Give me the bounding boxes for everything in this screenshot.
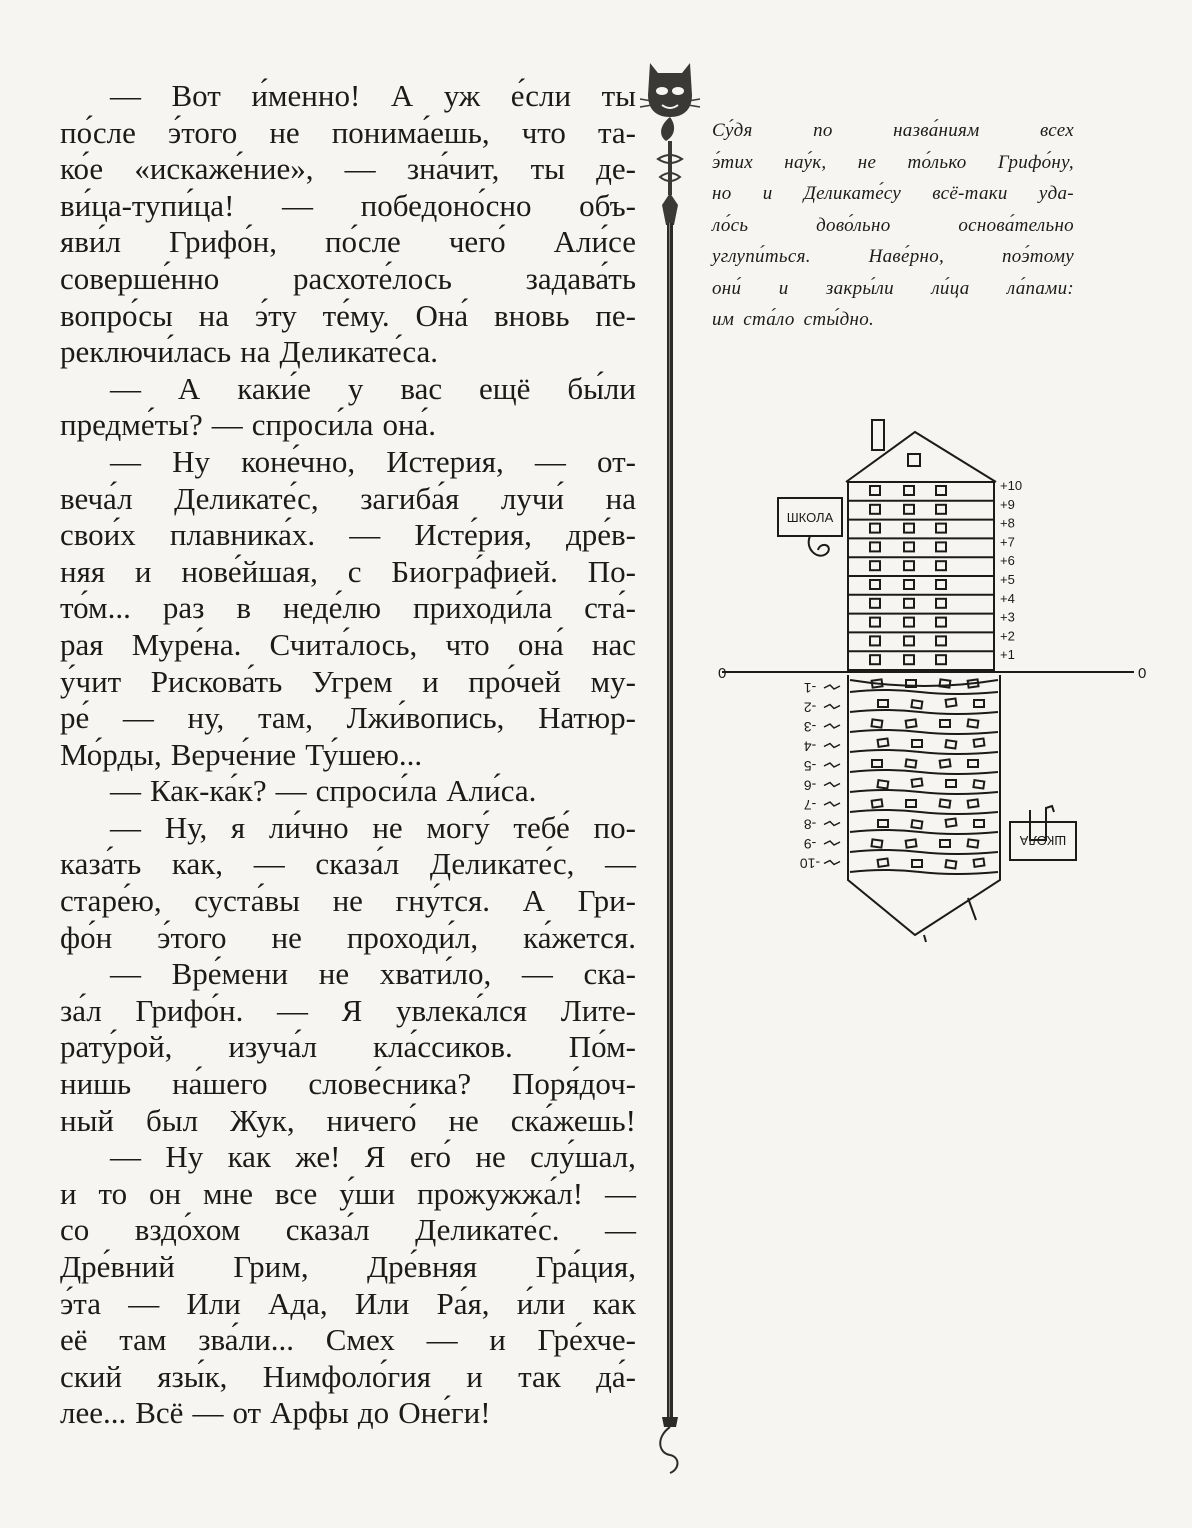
window xyxy=(872,799,883,807)
window xyxy=(906,719,917,727)
text-line: реключи́лась на Деликате́са. xyxy=(60,334,439,370)
window xyxy=(967,719,978,727)
window xyxy=(974,700,984,707)
floor-label: +1 xyxy=(1000,647,1015,663)
window xyxy=(870,580,880,589)
text-line: — Вот и́менно! А уж е́сли ты xyxy=(110,78,636,113)
window xyxy=(905,759,916,767)
window xyxy=(904,618,914,627)
ornamental-divider xyxy=(636,55,704,1485)
text-line: — А каки́е у вас ещё бы́ли xyxy=(110,370,636,406)
text-line: вопро́сы на э́ту те́му. Она́ вновь пе- xyxy=(60,297,636,333)
zero-left-label: 0 xyxy=(718,665,727,682)
window xyxy=(939,679,950,687)
window xyxy=(911,820,922,828)
window xyxy=(939,799,950,807)
window xyxy=(870,486,880,495)
text-line: Мо́рды, Верче́ние Ту́шею... xyxy=(60,736,423,772)
floor-label: +8 xyxy=(1000,515,1015,531)
window xyxy=(936,524,946,533)
caption-line: э́тих нау́к, не то́лько Грифо́ну, xyxy=(712,151,1074,173)
ornament-curl xyxy=(660,1427,677,1473)
window xyxy=(906,800,916,807)
ornament-tassel xyxy=(662,193,678,225)
window xyxy=(945,860,956,868)
text-line: — Как-ка́к? — спроси́ла Али́са. xyxy=(110,773,537,809)
window xyxy=(936,580,946,589)
floor-label: -6 xyxy=(803,777,817,794)
text-line: Дре́вний Грим, Дре́вняя Гра́ция, xyxy=(60,1249,636,1284)
text-line: соверше́нно расхоте́лось задава́ть xyxy=(60,260,636,296)
window xyxy=(912,778,923,786)
main-text-column xyxy=(60,78,636,1432)
caption-line: но и Деликате́су всё-таки уда- xyxy=(712,183,1074,204)
window xyxy=(974,820,984,827)
window xyxy=(878,700,888,707)
window xyxy=(904,524,914,533)
window xyxy=(870,524,880,533)
window xyxy=(904,580,914,589)
floor-label: -10 xyxy=(799,855,821,872)
window xyxy=(936,618,946,627)
window xyxy=(904,505,914,514)
chimney xyxy=(872,420,884,450)
window xyxy=(904,599,914,608)
window xyxy=(870,561,880,570)
window xyxy=(904,486,914,495)
text-line: ский язы́к, Нимфоло́гия и так да́- xyxy=(60,1358,636,1394)
school-building-drawing xyxy=(700,410,1170,950)
window xyxy=(872,760,882,767)
text-line: рая Муре́на. Счита́лось, что она́ нас xyxy=(60,626,636,662)
floor-label: +9 xyxy=(1000,496,1015,512)
text-line: ви́ца-тупи́ца! — победоно́сно объ- xyxy=(60,187,636,223)
floor-label: -8 xyxy=(803,816,817,833)
window xyxy=(968,799,979,807)
text-line: няя и нове́йшая, с Биогра́фией. По- xyxy=(60,553,636,589)
illustration-caption xyxy=(712,115,1074,336)
window xyxy=(974,858,985,866)
floor-label: -9 xyxy=(803,836,817,852)
text-line: со вздо́хом сказа́л Деликате́с. — xyxy=(60,1212,636,1248)
ornament-leaf xyxy=(661,117,674,141)
floor-label: +4 xyxy=(1000,590,1015,606)
window xyxy=(940,840,950,847)
floor-label: +2 xyxy=(1000,628,1015,644)
window xyxy=(940,759,951,767)
window xyxy=(870,599,880,608)
floor-label: -1 xyxy=(803,680,817,696)
window xyxy=(904,655,914,664)
window xyxy=(936,486,946,495)
window xyxy=(871,719,882,727)
text-line: э́та — Или Ада, Или Ра́я, и́ли как xyxy=(60,1285,636,1321)
window xyxy=(973,780,984,788)
text-line: — Ну, я ли́чно не могу́ тебе́ по- xyxy=(110,809,636,845)
text-line: веча́л Деликате́с, загиба́я лучи́ на xyxy=(60,480,636,516)
window xyxy=(936,636,946,645)
text-line: у́чит Рискова́ть Угрем и про́чей му- xyxy=(60,663,636,699)
window xyxy=(936,505,946,514)
window xyxy=(878,820,888,827)
text-line: рату́рой, изуча́л кла́ссиков. По́м- xyxy=(60,1029,636,1065)
window xyxy=(912,740,922,747)
caption-line: они́ и закры́ли ли́ца ла́пами: xyxy=(712,277,1074,299)
text-line: ный был Жук, ничего́ не ска́жешь! xyxy=(60,1102,636,1138)
window xyxy=(904,636,914,645)
text-line: старе́ю, суста́вы не гну́тся. А Гри- xyxy=(60,883,636,919)
floor-label: +5 xyxy=(1000,572,1015,587)
floor-label: +7 xyxy=(1000,534,1015,550)
window xyxy=(870,636,880,645)
window xyxy=(945,740,956,748)
text-line: свои́х плавника́х. — Исте́рия, дре́в- xyxy=(60,517,636,553)
text-line: ко́е «искаже́ние», — зна́чит, ты де- xyxy=(60,151,636,187)
window xyxy=(878,738,889,746)
text-line: по́сле э́того не понима́ешь, что та- xyxy=(60,114,636,150)
window xyxy=(878,858,889,866)
window xyxy=(946,780,956,787)
window xyxy=(967,839,978,847)
text-line: — Ну как же! Я его́ не слу́шал, xyxy=(110,1139,636,1175)
caption-line: им ста́ло сты́дно. xyxy=(712,309,875,330)
floor-label: +10 xyxy=(1000,478,1023,493)
floor-label: -2 xyxy=(803,699,817,716)
window xyxy=(877,780,888,788)
floor-label: -5 xyxy=(803,758,817,774)
window xyxy=(974,738,985,746)
window xyxy=(911,700,922,708)
caption-line: ло́сь дово́льно основа́тельно xyxy=(712,214,1074,236)
caption-line: углупи́ться. Наве́рно, поэ́тому xyxy=(712,246,1074,267)
window xyxy=(946,818,957,826)
caption-line: Су́дя по назва́ниям всех xyxy=(712,120,1074,141)
sign-top-label: ШКОЛА xyxy=(786,510,834,525)
text-line: фо́н э́того не проходи́л, ка́жется. xyxy=(60,919,636,955)
zero-right-label: 0 xyxy=(1138,665,1147,682)
window xyxy=(870,655,880,664)
window xyxy=(946,698,957,706)
window xyxy=(870,505,880,514)
window xyxy=(940,720,950,727)
text-line: лее... Всё — от Арфы до Оне́ги! xyxy=(60,1395,491,1431)
text-line: то́м... раз в неде́лю приходи́ла ста́- xyxy=(60,590,636,626)
text-line: ре́ — ну, там, Лжи́вопись, Натюр- xyxy=(60,700,636,736)
floor-label: -7 xyxy=(803,797,817,813)
window xyxy=(968,760,978,767)
window xyxy=(870,542,880,551)
floor-label: +6 xyxy=(1000,553,1015,569)
window xyxy=(904,561,914,570)
floor-label: +3 xyxy=(1000,609,1015,625)
text-line: — Вре́мени не хвати́ло, — ска- xyxy=(110,956,636,992)
floor-label: -3 xyxy=(803,719,817,735)
window xyxy=(936,542,946,551)
cat-head-icon xyxy=(640,63,700,117)
window xyxy=(912,860,922,867)
window xyxy=(906,839,917,847)
text-line: за́л Грифо́н. — Я увлека́лся Лите- xyxy=(60,992,636,1028)
window xyxy=(904,542,914,551)
text-line: предме́ты? — спроси́ла она́. xyxy=(60,407,437,443)
text-line: каза́ть как, — сказа́л Деликате́с, — xyxy=(60,846,636,882)
text-line: яви́л Грифо́н, по́сле чего́ Али́се xyxy=(60,224,636,260)
sign-bottom-label: ШКОЛА xyxy=(1019,833,1067,848)
text-line: нишь на́шего слове́сника? Поря́доч- xyxy=(60,1066,636,1102)
floor-label: -4 xyxy=(803,738,817,755)
window xyxy=(871,839,882,847)
window xyxy=(870,618,880,627)
text-line: её там зва́ли... Смех — и Гре́хче- xyxy=(60,1322,636,1358)
text-line: — Ну коне́чно, Истерия, — от- xyxy=(110,443,636,479)
window xyxy=(936,599,946,608)
text-line: и то он мне все у́ши прожужжа́л! — xyxy=(60,1175,636,1211)
window xyxy=(936,561,946,570)
window xyxy=(936,655,946,664)
